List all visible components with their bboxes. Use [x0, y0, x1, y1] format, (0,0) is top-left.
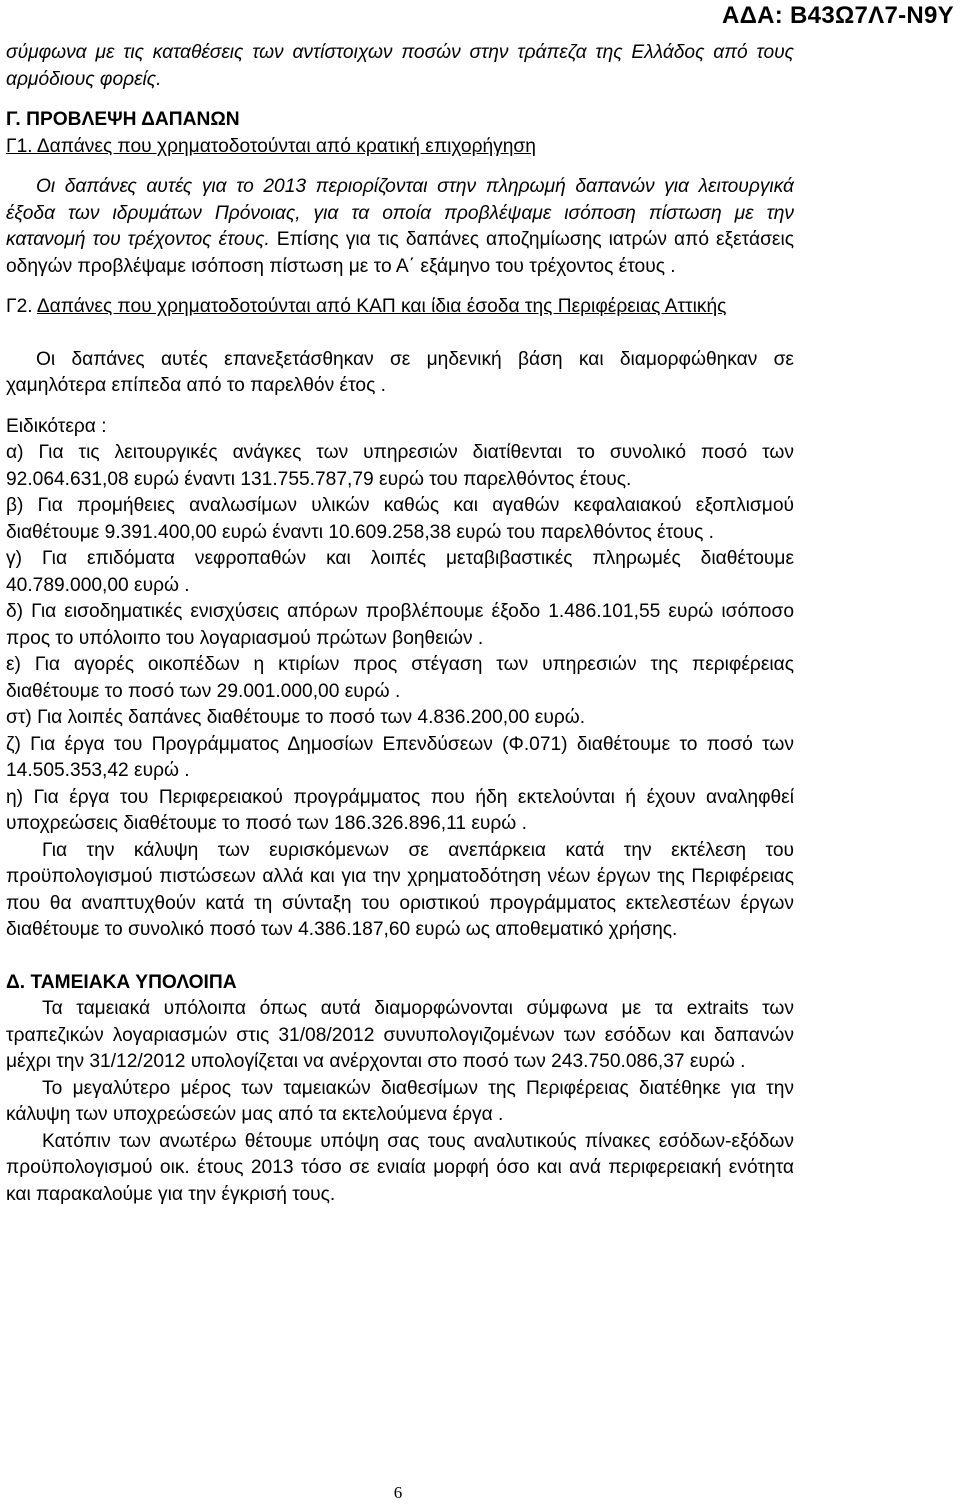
list-item-a: α) Για τις λειτουργικές ανάγκες των υπηρεσιών διατίθενται το συνολικό ποσό των 92.064.631,08 ευρώ έναντι 131.755.787,79 ευρώ του παρελθόντος έτους.: [6, 442, 794, 490]
cash-allocation-paragraph: Το μεγαλύτερο μέρος των ταμειακών διαθεσίμων της Περιφέρειας διατέθηκε για την κάλυψη των υποχρεώσεών μας από τα εκτελούμενα έργα .: [6, 1077, 794, 1125]
reserve-paragraph: Για την κάλυψη των ευρισκόμενων σε ανεπάρκεια κατά την εκτέλεση του προϋπολογισμού πιστώσεων αλλά και για την χρηματοδότηση νέων έργων της Περιφέρειας που θα αναπτυχθούν κατά τη σύνταξη του οριστικού προγράμματος εκτελεστέων έργων διαθέτουμε το συνολικό ποσό των 4.386.187,60 ευρώ ως αποθεματικό χρήσης.: [6, 839, 794, 940]
section-d-title: Δ. ΤΑΜΕΙΑΚΑ ΥΠΟΛΟΙΠΑ: [6, 971, 237, 993]
g1-paragraph: [6, 174, 794, 280]
g1-text-a: Οι δαπάνες αυτές για το 2013 περιορίζονται στην πληρωμή δαπανών για λειτουργικά έξοδα των ιδρυμάτων Πρόνοιας, για τα οποία προβλέψαμε ισόποση πίστωση με την κατανομή του τρέχοντος έτους.: [6, 176, 794, 250]
g2-label: Γ2.: [6, 296, 33, 317]
specifically-label: Ειδικότερα :: [6, 415, 107, 437]
document-body: [6, 40, 794, 1208]
list-item-st: στ) Για λοιπές δαπάνες διαθέτουμε το ποσό των 4.836.200,00 ευρώ.: [6, 707, 586, 728]
g2-paragraph: Οι δαπάνες αυτές επανεξετάσθηκαν σε μηδενική βάση και διαμορφώθηκαν σε χαμηλότερα επίπεδα από το παρελθόν έτος .: [6, 348, 794, 396]
approval-request-paragraph: Κατόπιν των ανωτέρω θέτουμε υπόψη σας τους αναλυτικούς πίνακες εσόδων-εξόδων προϋπολογισμού οικ. έτους 2013 τόσο σε ενιαία μορφή όσο και ανά περιφερειακή ενότητα και παρακαλούμε για την έγκρισή τους.: [6, 1130, 794, 1205]
g2-heading-line: [6, 294, 794, 321]
list-item-z: ζ) Για έργα του Προγράμματος Δημοσίων Επενδύσεων (Φ.071) διαθέτουμε το ποσό των 14.505.353,42 ευρώ .: [6, 733, 794, 781]
list-item-c: γ) Για επιδόματα νεφροπαθών και λοιπές μεταβιβαστικές πληρωμές διαθέτουμε 40.789.000,00 ευρώ .: [6, 548, 794, 596]
g1-heading: Γ1. Δαπάνες που χρηματοδοτούνται από κρατική επιχορήγηση: [6, 135, 536, 157]
list-item-e: ε) Για αγορές οικοπέδων η κτιρίων προς στέγαση των υπηρεσιών της περιφέρειας διαθέτουμε το ποσό των 29.001.000,00 ευρώ .: [6, 654, 794, 702]
list-item-h: η) Για έργα του Περιφερειακού προγράμματος που ήδη εκτελούνται ή έχουν αναληφθεί υποχρεώσεις διαθέτουμε το ποσό των 186.326.896,11 ευρώ .: [6, 786, 794, 834]
list-item-b: β) Για προμήθειες αναλωσίμων υλικών καθώς και αγαθών κεφαλαιακού εξοπλισμού διαθέτουμε 9.391.400,00 ευρώ έναντι 10.609.258,38 ευρώ του παρελθόντος έτους .: [6, 495, 794, 543]
page-number: 6: [393, 1483, 403, 1502]
g2-heading: Δαπάνες που χρηματοδοτούνται από ΚΑΠ και ίδια έσοδα της Περιφέρειας Αττικής: [36, 296, 727, 317]
intro-paragraph: σύμφωνα με τις καταθέσεις των αντίστοιχων ποσών στην τράπεζα της Ελλάδος από τους αρμόδιους φορείς.: [6, 42, 794, 90]
ada-code: ΑΔΑ: Β43Ω7Λ7-Ν9Υ: [721, 2, 954, 29]
g1-text-b: Επίσης για τις δαπάνες αποζημίωσης ιατρών από εξετάσεις οδηγών προβλέψαμε ισόποση πίστωση με το Α΄ εξάμηνο του τρέχοντος έτους .: [6, 229, 794, 277]
cash-balance-paragraph: Τα ταμειακά υπόλοιπα όπως αυτά διαμορφώνονται σύμφωνα με τα extraits των τραπεζικών λογαριασμών στις 31/08/2012 συνυπολογιζομένων των εσόδων και δαπανών μέχρι την 31/12/2012 υπολογίζεται να ανέρχονται στο ποσό των 243.750.086,37 ευρώ .: [6, 998, 794, 1072]
list-item-d: δ) Για εισοδηματικές ενισχύσεις απόρων προβλέπουμε έξοδο 1.486.101,55 ευρώ ισόποσο προς το υπόλοιπο του λογαριασμού πρώτων βοηθειών .: [6, 601, 794, 649]
section-g-title: Γ. ΠΡΟΒΛΕΨΗ ΔΑΠΑΝΩΝ: [6, 109, 240, 130]
